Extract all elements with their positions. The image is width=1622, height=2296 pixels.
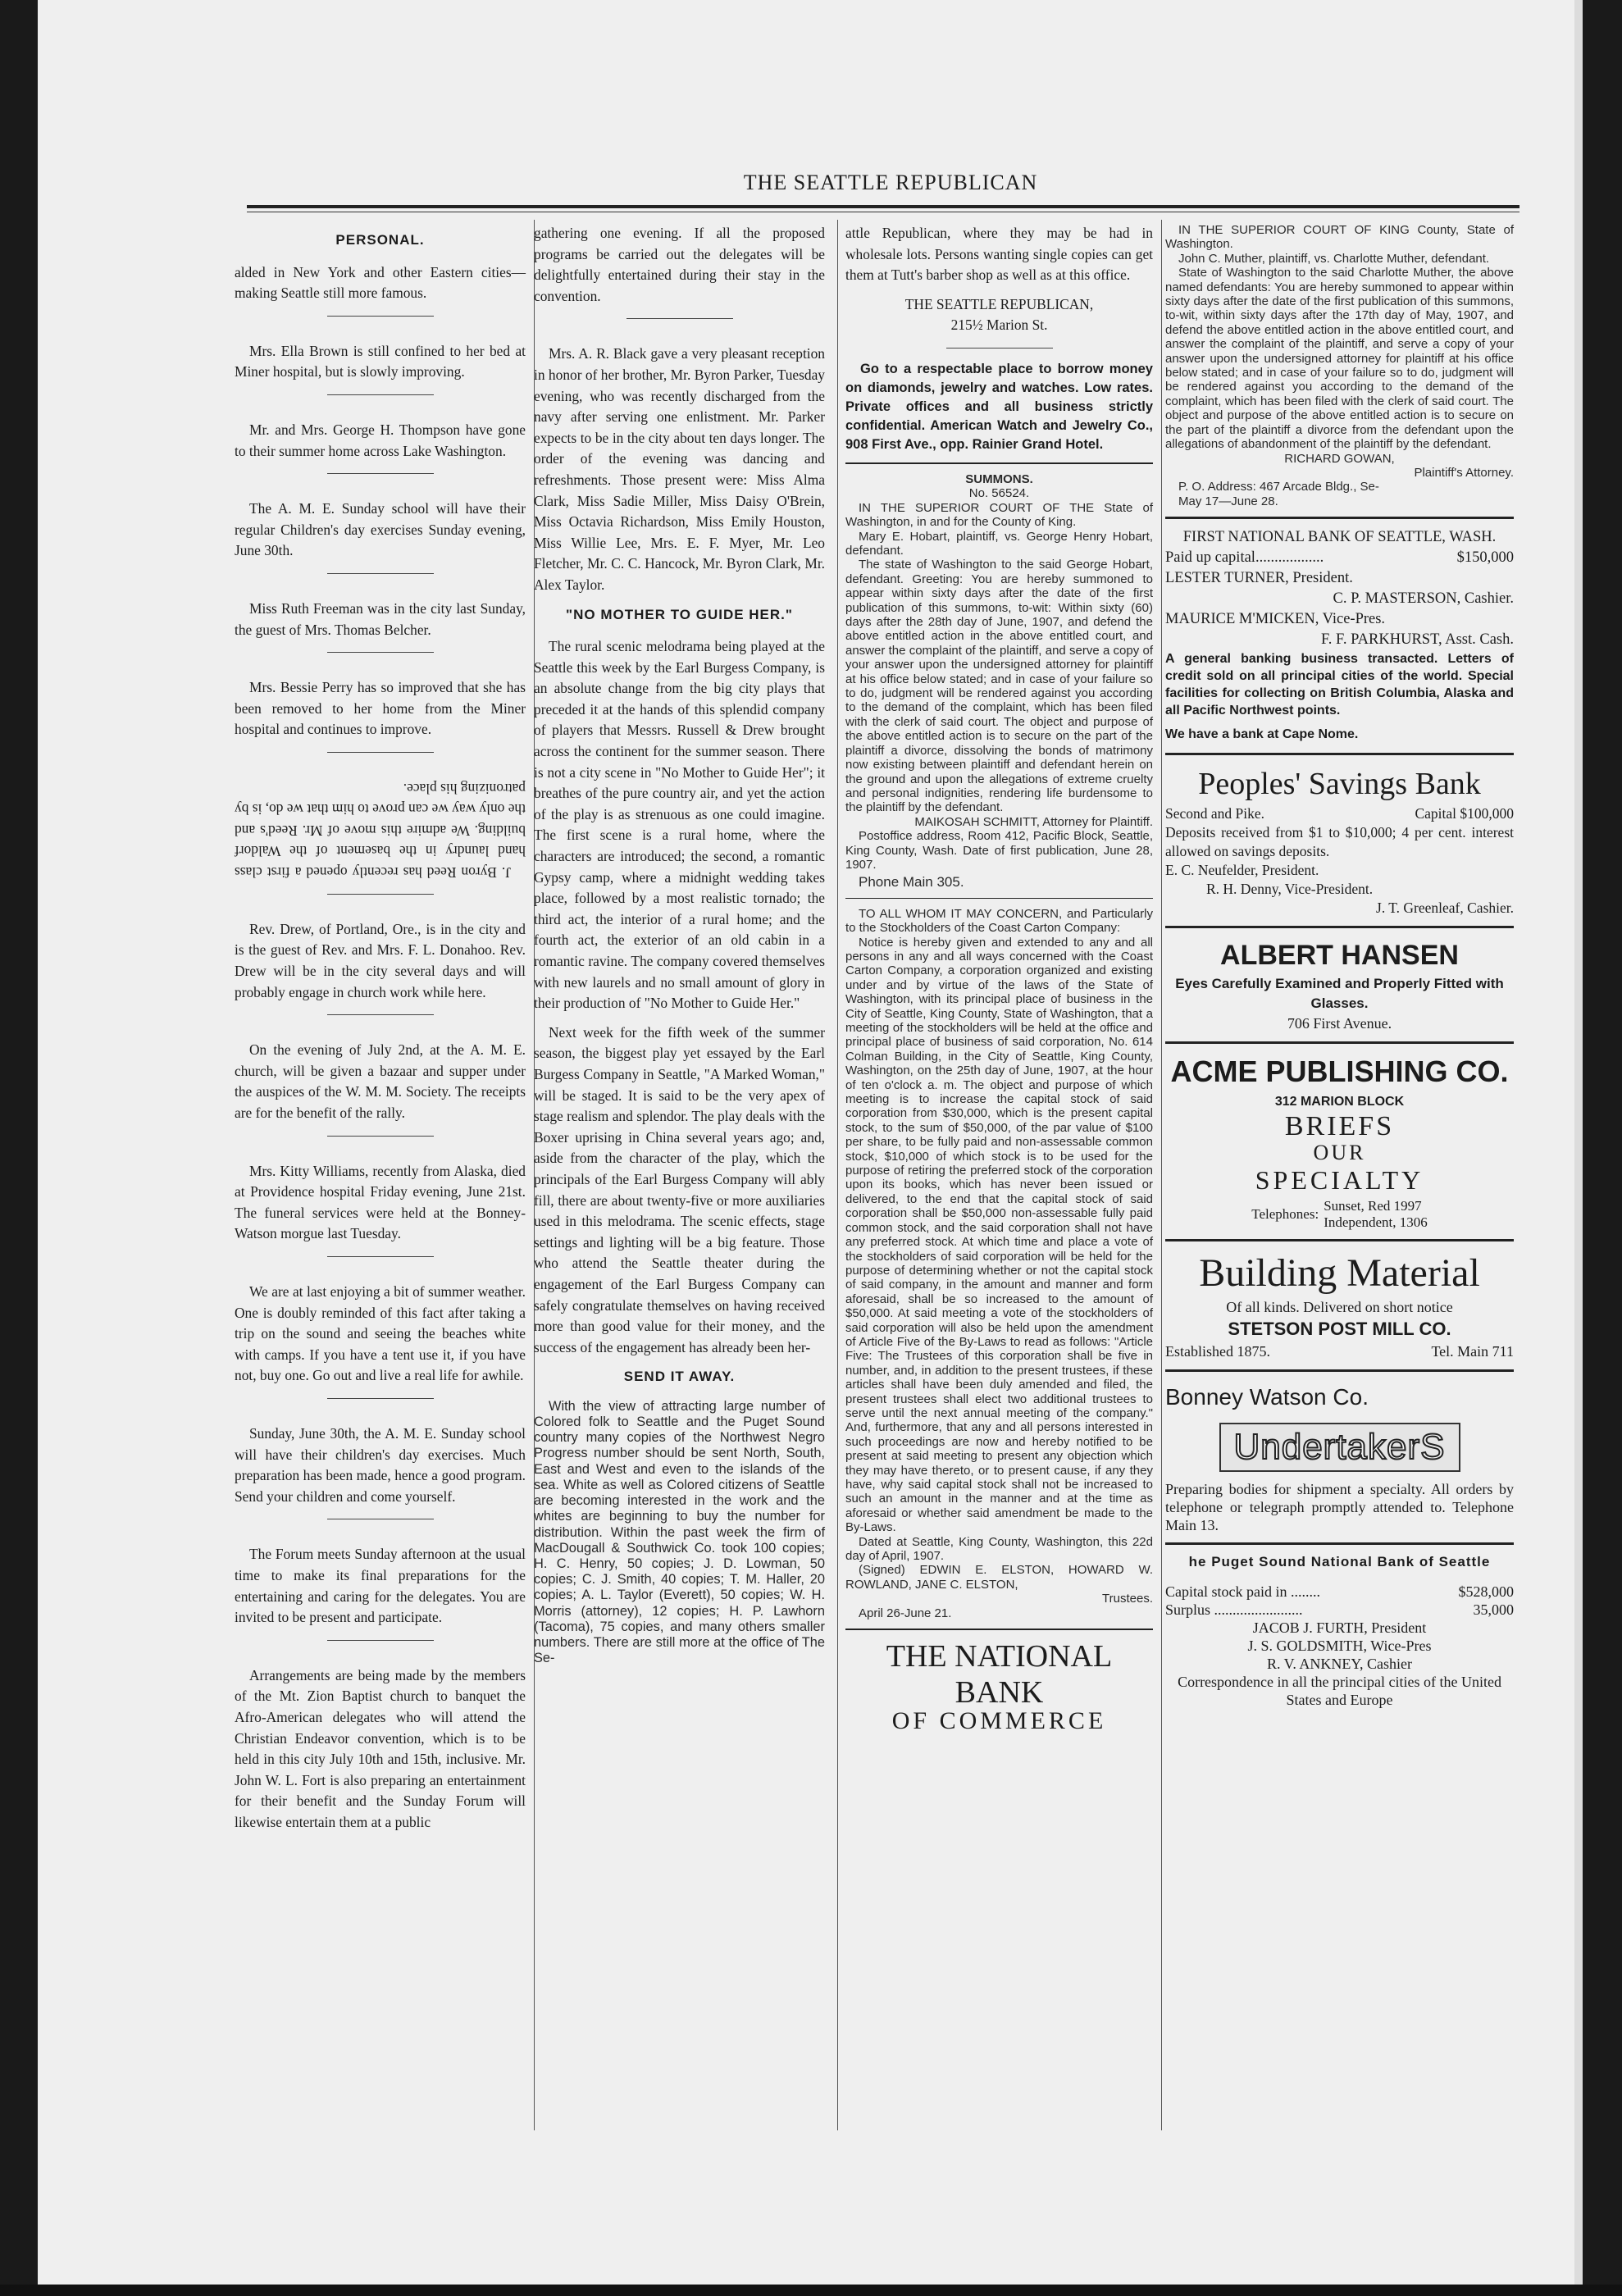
summons-court: IN THE SUPERIOR COURT OF THE State of Washington, in and for the County of King. [845,500,1153,530]
ps-capital-label: Capital stock paid in ........ [1165,1583,1320,1600]
fnb-officer: F. F. PARKHURST, Asst. Cash. [1320,631,1514,649]
article-paragraph: Next week for the fifth week of the summer season, the biggest play yet essayed by the Earl Burgess Company in Seattle, "A Marked Woman," will be staged. It is said to be the very apex of stage realism and splendor. The play deals with the Boxer uprising in China several years ago; and, aside from the character of the play, which the principals of the Earl Burgess Company will ably fill, there are about twenty-five or more auxiliaries used in this melodrama. The scenic effects, stage settings and lighting will be a big feature. Those who attend the Seattle theater during the engagement of the Earl Burgess Company can safely congratulate themselves on having received more than good value for their money, and the success of the engagement has already been her- [534,1023,825,1355]
stockholder-notice [845,907,1153,1620]
acme-address: 312 MARION BLOCK [1274,1095,1405,1109]
separator [327,1014,434,1015]
building-material-ad [1165,1250,1514,1361]
fnb-officer: C. P. MASTERSON, Cashier. [1333,590,1514,608]
acme-line: OUR [1313,1140,1366,1164]
separator [1165,1239,1514,1241]
psb-body: Deposits received from $1 to $10,000; 4 per cent. interest allowed on savings deposits. [1165,824,1514,860]
separator [1165,753,1514,755]
summons-address: Postoffice address, Room 412, Pacific Block, Seattle, King County, Wash. Date of first publication, June 28, 1907. [845,829,1153,872]
summons-notice [845,472,1153,890]
national-bank-ad-subtitle: OF COMMERCE [891,1707,1107,1735]
national-bank-ad-title: THE NATIONAL BANK [886,1639,1113,1711]
notice-heading: TO ALL WHOM IT MAY CONCERN, and Particularly to the Stockholders of the Coast Carton Company: [845,906,1153,936]
article-paragraph: Mr. and Mrs. George H. Thompson have gone to their summer home across Lake Washington. [235,421,526,459]
acme-tel: Independent, 1306 [1324,1214,1428,1230]
ps-surplus-label: Surplus ........................ [1165,1601,1303,1618]
separator [327,1136,434,1137]
column-notices [845,223,1153,1735]
separator [327,652,434,653]
notice-body: Notice is hereby given and extended to any and all persons in any and all ways concerned with the Coast Carton Company, a corporation organized and existing under and by virtue of the laws of the State of Washington, with its principal place of business in the City of Seattle, King County, State of Washington, that a meeting of the stockholders will be held at the office and principal place of business of said corporation, No. 614 Colman Building, in the City of Seattle, King County, Washington, on the 25th day of June, 1907, at the hour of ten o'clock a. m. The object and purpose of which meeting is to increase the capital stock of said corporation from $30,000, which is the present capital stock, to the sum of $50,000, of the par value of $100 per share, to be fully paid and non-assessable common stock, $10,000 of which stock is to be used for the purpose of retiring the preferred stock of the corporation upon its books, which has never been issued or delivered, to the end that the capital stock of said corporation shall be $50,000 non-assessable fully paid common stock, and the said corporation shall not have any preferred stock. At which time and place a vote of the stockholders of said corporation will be held for the purpose of determining whether or not the capital stock of said company, in the amount and manner and form aforesaid, shall be so increased to the amount of $50,000. At said meeting a vote of the stockholders of said corporation will also be held upon the amendment of Article Five of the By-Laws to read as follows: "Article Five: The Trustees of this corporation shall be five in number, and, in addition to the present trustees, if these articles shall have been duly amended and filed, the present trustees shall elect two additional trustees to serve until the next annual meeting of the company." And, furthermore, that any and all persons interested in such proceedings are now and hereby notified to be present at said meeting to present any objection which they may have thereto, or to present cause, if any they have, why said capital stock shall not be increased to such an amount in the manner and at the time as aforesaid or whether said amendment be made to the By-Laws. [845,935,1153,1535]
article-paragraph: Rev. Drew, of Portland, Ore., is in the city and is the guest of Rev. and Mrs. F. L. Donahoo. Rev. Drew will be in the city several days and will probably engage in church work while here. [235,920,526,1000]
publisher-name: THE SEATTLE REPUBLICAN, [904,295,1094,312]
column-society-theater [534,223,825,1674]
court-title: IN THE SUPERIOR COURT OF KING County, State of Washington. [1165,223,1514,252]
acme-line: BRIEFS [1284,1110,1395,1141]
jewelry-ad: Go to a respectable place to borrow money on diamonds, jewelry and watches. Low rates. Private offices and all business strictly confidential. American Watch and Jewelry Co., 908 First Ave., opp. Rainier Grand Hotel. [845,361,1153,452]
section-heading: SEND IT AWAY. [623,1369,736,1385]
fnb-capital: $150,000 [1456,549,1514,567]
bonney-watson-ad [1165,1380,1514,1534]
separator [327,1640,434,1641]
article-paragraph: Arrangements are being made by the members of the Mt. Zion Baptist church to banquet the Afro-American delegates who will attend the Christian Endeavor convention, which is to be held in this city July 10th and 15th, inclusive. Mr. John W. L. Fort is also preparing an entertainment for their benefit and the Sunday Forum will likewise entertain them at a public [235,1666,526,1830]
summons-number: No. 56524. [968,486,1030,501]
bm-company: STETSON POST MILL CO. [1228,1318,1451,1339]
separator [327,752,434,753]
summons-parties: Mary E. Hobart, plaintiff, vs. George Henry Hobart, defendant. [845,529,1153,558]
bm-established: Established 1875. [1165,1342,1270,1360]
psb-capital: Capital $100,000 [1415,805,1514,822]
article-paragraph: alded in New York and other Eastern cities—making Seattle still more famous. [235,263,526,302]
court-body: State of Washington to the said Charlotte Muther, the above named defendants: You are hereby summoned to appear within sixty days after the date of the first publication of this summons, to-wit, within sixty days after the 17th day of May, 1907, and defend the above entitled action in the above entitled court, and answer the complaint of the plaintiff, and serve a copy of your answer upon the undersigned attorney for plaintiff at his office below stated; and in case of your failure so to do, judgment will be rendered against you according to the demand of the complaint, which has been filed with the clerk of said court. The object and purpose of the above entitled action is to secure on the part of the plaintiff a divorce from the defendant upon the allegations of abandonment of the plaintiff by the defendant. [1165,266,1514,452]
court-parties: John C. Muther, plaintiff, vs. Charlotte Muther, defendant. [1178,251,1490,266]
ps-surplus: 35,000 [1473,1601,1514,1618]
hansen-title: ALBERT HANSEN [1220,940,1459,972]
separator [1165,517,1514,519]
court-signature: RICHARD GOWAN, [1284,451,1395,466]
acme-publishing-ad [1165,1052,1514,1231]
fnb-note: We have a bank at Cape Nome. [1165,727,1359,742]
page-edge [1574,0,1583,2296]
fnb-capital-label: Paid up capital.................. [1165,549,1324,567]
article-paragraph: Miss Ruth Freeman was in the city last Sunday, the guest of Mrs. Thomas Belcher. [235,599,526,638]
separator [327,1256,434,1257]
fnb-officer: LESTER TURNER, President. [1165,570,1353,587]
masthead-rule [247,205,1519,208]
acme-title: ACME PUBLISHING CO. [1170,1055,1509,1089]
article-paragraph: attle Republican, where they may be had in wholesale lots. Persons wanting single copies can get them at Tutt's barber shop as well as at this office. [845,225,1153,284]
masthead: THE SEATTLE REPUBLICAN [743,171,1038,194]
summons-body: The state of Washington to the said George Hobart, defendant. Greeting: You are hereby summoned to appear within sixty days after the date of the first publication of this summons, to-wit: Within sixty (60) days after the 28th day of June, 1907, and defend the above entitled action in the above entitled court, and answer the complaint of the plaintiff, and serve a copy of your answer upon the undersigned attorney for plaintiff at his office below stated; and in case of your failure so to do, judgment will be rendered against you according to the demand of the complaint, which has been filed with the clerk of said court. The object and purpose of the above entitled action is to secure on the part of the plaintiff a divorce, dissolving the bonds of matrimony now existing between plaintiff and defendant herein on the ground and upon the allegations of extreme cruelty and personal indignities, rendering life burdensome to the plaintiff by the defendant. [845,558,1153,815]
article-paragraph: The A. M. E. Sunday school will have their regular Children's day exercises Sunday evening, June 30th. [235,500,526,559]
column-rule [837,220,838,2130]
separator [1165,1369,1514,1372]
notice-signed: (Signed) EDWIN E. ELSTON, HOWARD W. ROWLAND, JANE C. ELSTON, [845,1563,1153,1592]
separator [327,394,434,395]
separator [845,1629,1153,1630]
summons-signature: MAIKOSAH SCHMITT, Attorney for Plaintiff. [914,814,1153,829]
summons-phone: Phone Main 305. [859,874,964,891]
separator [1165,926,1514,928]
section-heading: PERSONAL. [335,232,425,248]
bm-telephone: Tel. Main 711 [1431,1342,1514,1360]
acme-line: SPECIALTY [1255,1164,1424,1195]
fnb-capital-row [1165,548,1514,568]
article-paragraph: Mrs. Bessie Perry has so improved that she has been removed to her home from the Miner hospital and continues to improve. [235,679,526,738]
undertakers-sign: UndertakerS [1219,1423,1460,1472]
psb-address: Second and Pike. [1165,805,1265,822]
psb-officer: R. H. Denny, Vice-President. [1206,881,1374,898]
column-personal [235,223,526,1841]
ps-title: he Puget Sound National Bank of Seattle [1188,1553,1491,1569]
ps-capital: $528,000 [1458,1583,1514,1600]
separator [845,462,1153,464]
article-paragraph: With the view of attracting large number of Colored folk to Seattle and the Puget Sound country many copies of the Northwest Negro Progress number should be sent North, South, East and West and even to the islands of the sea. White as well as Colored citizens of Seattle are becoming interested in the work and the whites are beginning to buy the number for distribution. Within the past week the firm of MacDougall & Southwick Co. took 100 copies; H. C. Henry, 50 copies; J. D. Lowman, 50 copies; C. J. Smith, 40 copies; T. M. Haller, 20 copies; A. L. Taylor (Everett), 50 copies; W. H. Morris (attorney), 12 copies; H. P. Lawhorn (Tacoma), 75 copies, and many others smaller numbers. There are still more at the office of The Se- [534,1398,825,1666]
article-paragraph: On the evening of July 2nd, at the A. M. E. church, will be given a bazaar and supper under the auspices of the W. M. M. Society. The receipts are for the benefit of the rally. [235,1041,526,1122]
publisher-address: 215½ Marion St. [950,317,1048,334]
bw-body: Preparing bodies for shipment a specialty. All orders by telephone or telegraph promptly attended to. Telephone Main 13. [1165,1480,1514,1533]
psb-officer: E. C. Neufelder, President. [1165,862,1319,879]
psb-officer: J. T. Greenleaf, Cashier. [1376,900,1514,917]
summons-title: SUMMONS. [965,472,1033,486]
court-signature-role: Plaintiff's Attorney. [1414,465,1514,480]
separator [327,573,434,574]
separator [845,898,1153,899]
albert-hansen-ad [1165,936,1514,1033]
acme-telephones [1165,1198,1514,1231]
article-paragraph: Sunday, June 30th, the A. M. E. Sunday school will have their children's day exercises. Much preparation has been made, hence a good program. Send your children and come yourself. [235,1424,526,1505]
article-paragraph: Mrs. Ella Brown is still confined to her bed at Miner hospital, but is slowly improving. [235,342,526,380]
ps-officer: J. S. GOLDSMITH, Wice-Pres [1247,1637,1432,1654]
bw-title: Bonney Watson Co. [1165,1383,1369,1410]
court-dates: May 17—June 28. [1178,494,1278,508]
separator [327,473,434,474]
court-address: P. O. Address: 467 Arcade Bldg., Se- [1178,480,1379,494]
bm-body: Of all kinds. Delivered on short notice [1226,1298,1453,1315]
hansen-body: Eyes Carefully Examined and Properly Fitted with Glasses. [1175,976,1504,1012]
article-paragraph: gathering one evening. If all the proposed programs be carried out the delegates will be delightfully entertained during their stay in the convention. [534,225,825,304]
acme-tel: Sunset, Red 1997 [1324,1197,1422,1214]
separator [327,1398,434,1399]
fnb-officer: MAURICE M'MICKEN, Vice-Pres. [1165,611,1386,628]
article-paragraph: The rural scenic melodrama being played at the Seattle this week by the Earl Burgess Company, is an absolute change from the big city plays that preceded it at the hands of this splendid company of players that Messrs. Russell & Drew brought across the continent for the summer season. There is not a city scene in "No Mother to Guide Her"; it breathes of the pure country air, and yet the action of the play is as strenuous as one could imagine. The first scene is a rural home, where the characters are introduced; the second, a romantic Gypsy camp, where a midnight wedding takes place, followed by a most realistic tornado; the third act, the interior of a rural home; and the fourth act, the exterior of an old cabin in a romantic ravine. The company covered themselves with new laurels and no small amount of glory in their production of "No Mother to Guide Her." [534,638,825,1012]
ps-officer: R. V. ANKNEY, Cashier [1266,1655,1413,1672]
separator [327,894,434,895]
puget-sound-bank-ad [1165,1553,1514,1709]
separator [327,316,434,317]
fnb-title: FIRST NATIONAL BANK OF SEATTLE, WASH. [1182,529,1497,546]
psb-address-row [1165,804,1514,823]
hansen-address: 706 First Avenue. [1287,1015,1392,1032]
psb-title: Peoples' Savings Bank [1198,767,1481,802]
separator [1165,1041,1514,1044]
peoples-savings-bank-ad [1165,763,1514,918]
column-rule [1161,220,1162,2130]
newspaper-page [38,0,1583,2296]
article-paragraph: Mrs. Kitty Williams, recently from Alaska, died at Providence hospital Friday evening, June 21st. The funeral services were held at the Bonney-Watson morgue last Tuesday. [235,1162,526,1242]
article-paragraph-inverted: J. Byron Reed has recently opened a first class hand laundry in the basement of the Waldorf building. We admire this move of Mr. Reed's and the only way we can prove to him that we do, is by patronizing his place. [235,780,526,881]
section-heading: "NO MOTHER TO GUIDE HER." [566,606,793,622]
court-summons [1165,223,1514,508]
fnb-body: A general banking business transacted. Letters of credit sold on all principal cities of the world. Special facilities for collecting on British Columbia, Alaska and all Pacific Northwest points. [1165,652,1514,718]
column-ads [1165,223,1514,1709]
article-paragraph: The Forum meets Sunday afternoon at the usual time to make its final preparations for the entertaining and caring for the delegates. You are invited to be present and participate. [235,1546,526,1626]
separator [626,318,733,319]
notice-dated: Dated at Seattle, King County, Washington, this 22d day of April, 1907. [845,1534,1153,1564]
first-national-bank-ad [1165,527,1514,745]
notice-dates: April 26-June 21. [859,1606,952,1620]
notice-trustees: Trustees. [1102,1592,1153,1606]
separator [1165,1542,1514,1545]
ps-officer: JACOB J. FURTH, President [1252,1619,1427,1636]
article-paragraph: Mrs. A. R. Black gave a very pleasant reception in honor of her brother, Mr. Byron Parker, Tuesday evening, who was recently discharged from the navy after serving one enlistment. Mr. Parker expects to be in the city about ten days longer. The order of the evening was dancing and refreshments. Those present were: Miss Alma Clark, Miss Sadie Miller, Miss Daisy O'Brein, Miss Octavia Richardson, Miss Emily Houston, Miss Willie Lee, Mrs. E. F. Myer, Mr. Leo Fletcher, Mr. C. C. Hancock, Mr. Byron Clark, Mr. Alex Taylor. [534,345,825,593]
bm-title: Building Material [1199,1250,1480,1295]
acme-tel-label: Telephones: [1251,1205,1319,1222]
ps-body: Correspondence in all the principal cities of the United States and Europe [1178,1673,1501,1708]
scan-border [0,2285,1622,2296]
article-paragraph: We are at last enjoying a bit of summer weather. One is doubly reminded of this fact after taking a trip on the sound and seeing the beaches white with camps. If you have a tent use it, if you have not, buy one. Go out and live a real life for awhile. [235,1283,526,1384]
